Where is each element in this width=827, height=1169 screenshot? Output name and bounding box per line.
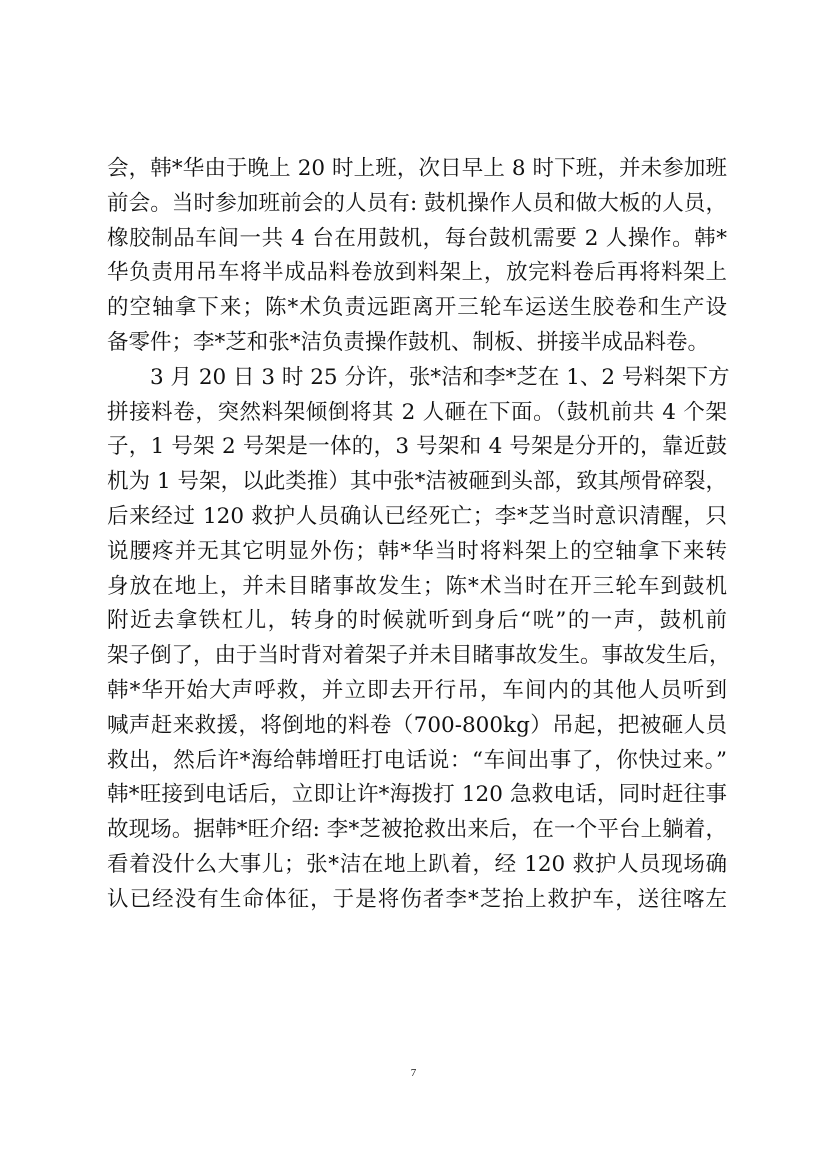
text-line: 备零件；李*芝和张*洁负责操作鼓机、制板、拼接半成品料卷。 bbox=[107, 329, 710, 355]
text-line: 说腰疼并无其它明显外伤；韩*华当时将料架上的空轴拿下来转 bbox=[107, 538, 727, 564]
text-line: 后来经过 120 救护人员确认已经死亡；李*芝当时意识清醒，只 bbox=[107, 503, 727, 529]
text-line: 华负责用吊车将半成品料卷放到料架上，放完料卷后再将料架上 bbox=[107, 260, 727, 286]
text-line: 机为 1 号架，以此类推）其中张*洁被砸到头部，致其颅骨碎裂， bbox=[107, 469, 727, 495]
text-line: 的空轴拿下来；陈*术负责远距离开三轮车运送生胶卷和生产设 bbox=[107, 295, 727, 321]
text-line: 韩*旺接到电话后，立即让许*海拨打 120 急救电话，同时赶往事 bbox=[107, 782, 727, 808]
text-line: 身放在地上，并未目睹事故发生；陈*术当时在开三轮车到鼓机 bbox=[107, 573, 727, 599]
text-line: 韩*华开始大声呼救，并立即去开行吊，车间内的其他人员听到 bbox=[107, 677, 727, 703]
text-line: 救出，然后许*海给韩增旺打电话说：“车间出事了，你快过来。” bbox=[107, 747, 727, 773]
text-line: 认已经没有生命体征，于是将伤者李*芝抬上救护车，送往喀左 bbox=[107, 886, 727, 912]
text-line: 橡胶制品车间一共 4 台在用鼓机，每台鼓机需要 2 人操作。韩* bbox=[107, 225, 727, 251]
body-text bbox=[107, 152, 731, 918]
text-line: 子，1 号架 2 号架是一体的，3 号架和 4 号架是分开的，靠近鼓 bbox=[107, 434, 727, 460]
text-line: 会，韩*华由于晚上 20 时上班，次日早上 8 时下班，并未参加班 bbox=[107, 156, 727, 181]
text-line: 故现场。据韩*旺介绍: 李*芝被抢救出来后，在一个平台上躺着， bbox=[107, 817, 727, 843]
text-line: 附近去拿铁杠儿，转身的时候就听到身后“咣”的一声，鼓机前 bbox=[107, 608, 727, 634]
text-line: 看着没什么大事儿；张*洁在地上趴着，经 120 救护人员现场确 bbox=[107, 851, 727, 877]
text-line: 前会。当时参加班前会的人员有: 鼓机操作人员和做大板的人员， bbox=[107, 190, 727, 216]
text-line: 3 月 20 日 3 时 25 分许，张*洁和李*芝在 1、2 号料架下方 bbox=[150, 364, 730, 390]
text-line: 架子倒了，由于当时背对着架子并未目睹事故发生。事故发生后， bbox=[107, 643, 731, 669]
page-number: 7 bbox=[410, 1067, 417, 1079]
text-line: 喊声赶来救援，将倒地的料卷（700-800kg）吊起，把被砸人员 bbox=[107, 712, 727, 738]
text-line: 拼接料卷，突然料架倾倒将其 2 人砸在下面。（鼓机前共 4 个架 bbox=[107, 399, 727, 425]
